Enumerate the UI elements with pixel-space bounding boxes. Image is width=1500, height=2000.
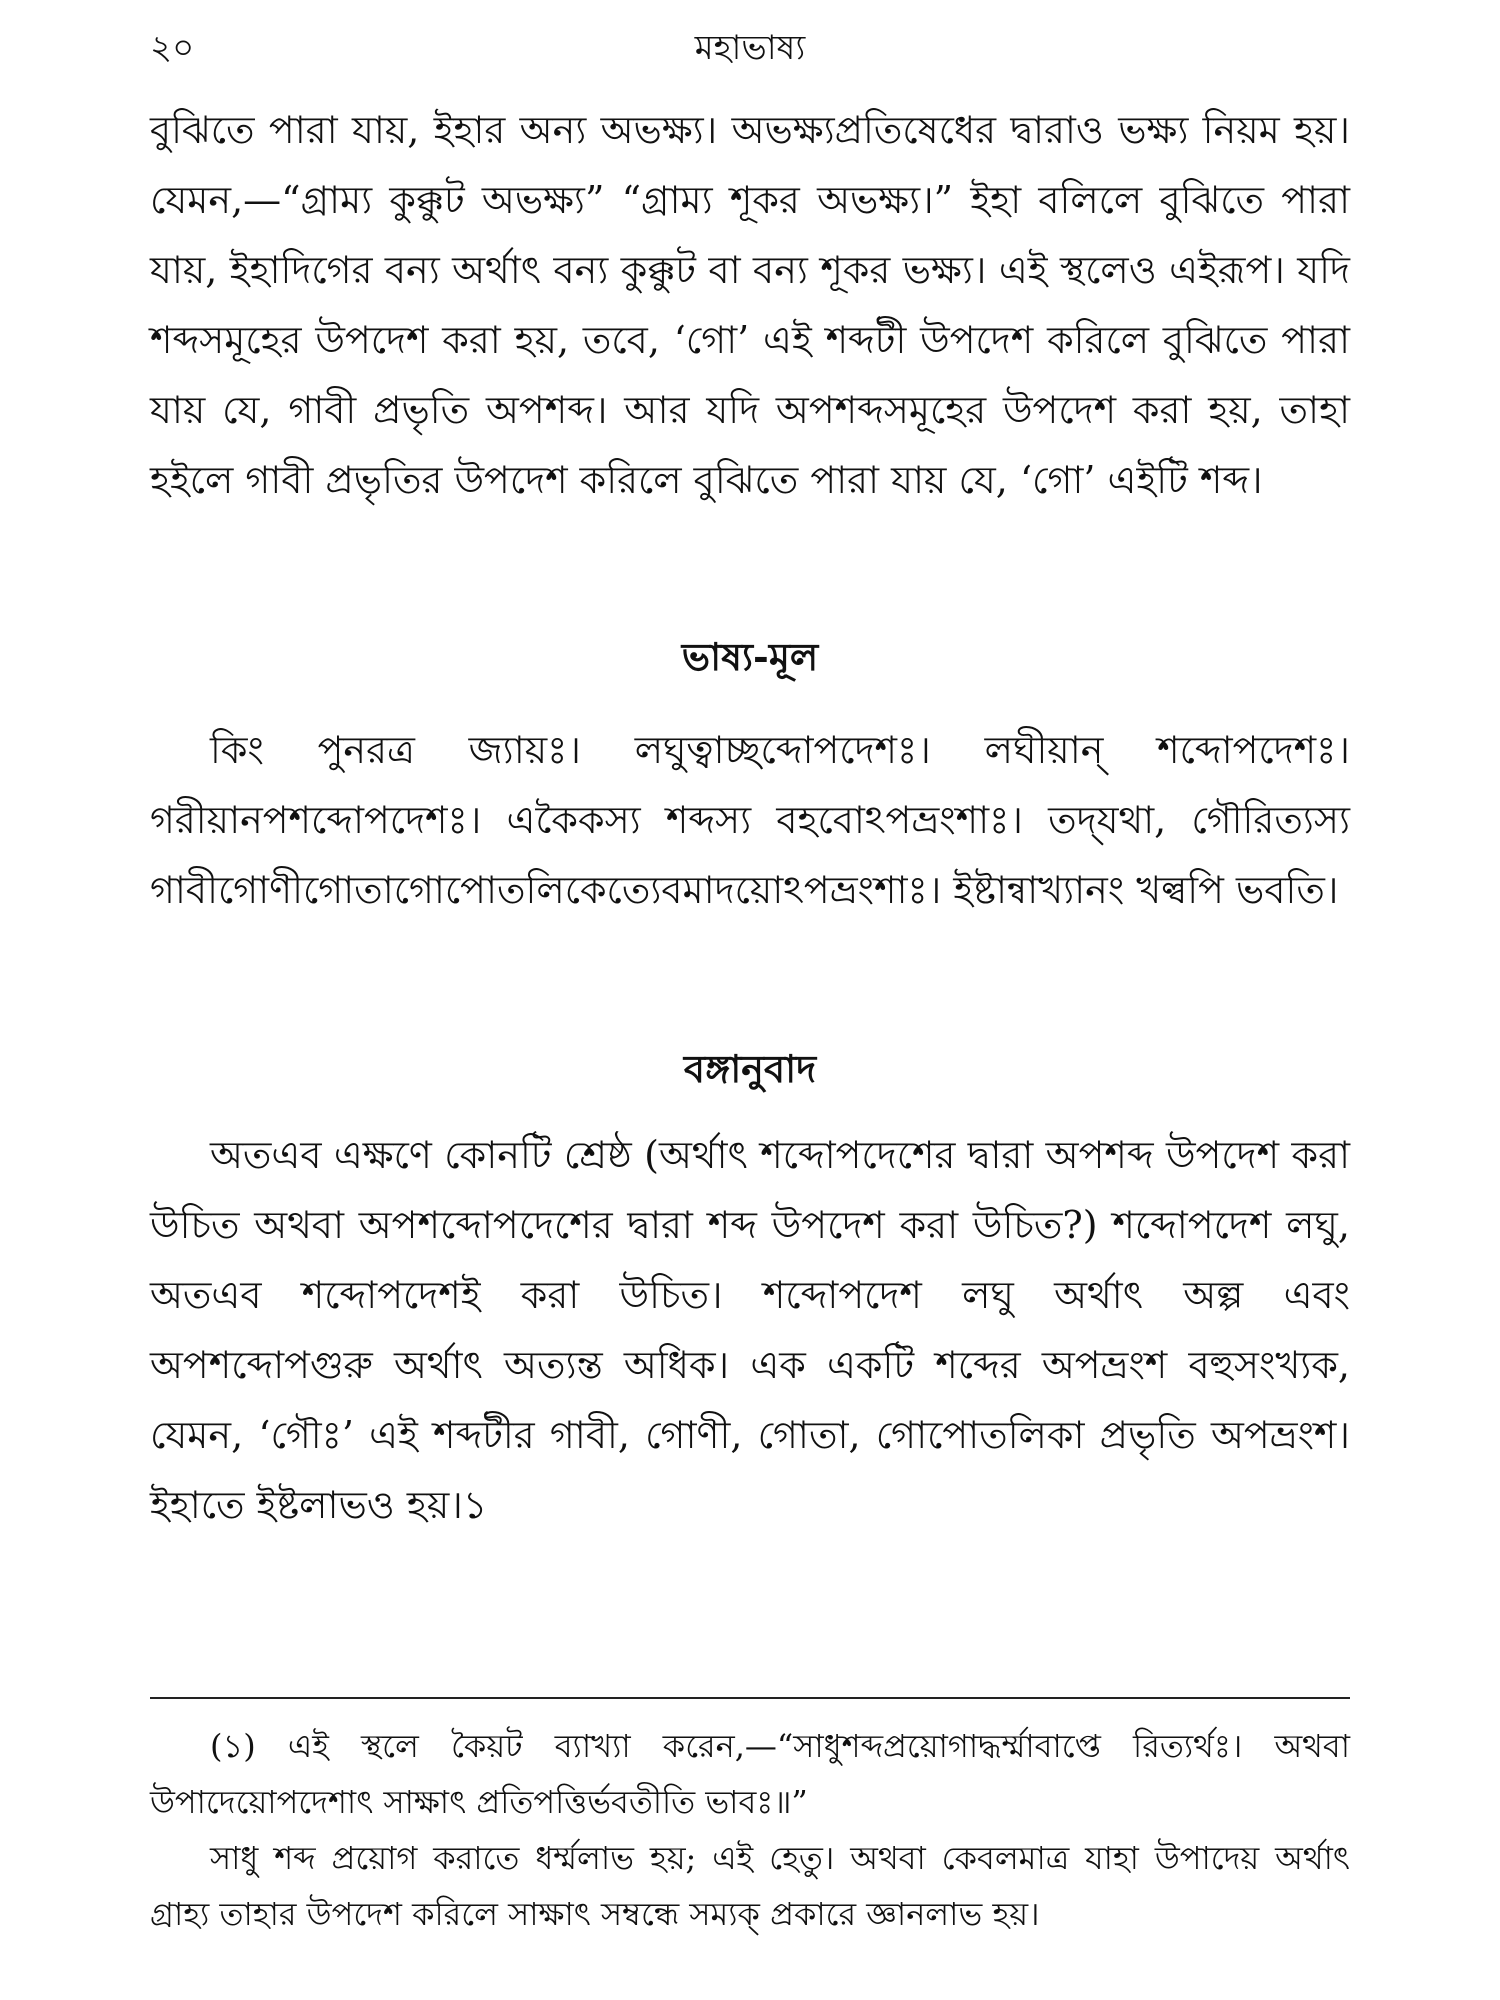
bhashya-mula-section [150,715,1350,925]
running-title: মহাভাষ্য [694,28,806,68]
bangla-anubad-heading: বঙ্গানুবাদ [683,1046,817,1091]
intro-section [150,95,1350,515]
running-head [150,22,1350,72]
intro-paragraph: বুঝিতে পারা যায়, ইহার অন্য অভক্ষ্য। অভক্ষ্যপ্রতিষেধের দ্বারাও ভক্ষ্য নিয়ম হয়। যেমন,—“গ্রাম্য কুক্কুট অভক্ষ্য” “গ্রাম্য শূকর অভক্ষ্য।” ইহা বলিলে বুঝিতে পারা যায়, ইহাদিগের বন্য অর্থাৎ বন্য কুক্কুট বা বন্য শূকর ভক্ষ্য। এই স্থলেও এইরূপ। যদি শব্দসমূহের উপদেশ করা হয়, তবে, ‘গো’ এই শব্দটী উপদেশ করিলে বুঝিতে পারা যায় যে, গাবী প্রভৃতি অপশব্দ। আর যদি অপশব্দসমূহের উপদেশ করা হয়, তাহা হইলে গাবী প্রভৃতির উপদেশ করিলে বুঝিতে পারা যায় যে, ‘গো’ এইটি শব্দ। [150,108,1350,502]
footnote-1: (১) এই স্থলে কৈয়ট ব্যাখ্যা করেন,—“সাধুশব্দপ্রয়োগাদ্ধর্ম্মাবাপ্তে রিত্যর্থঃ। অথবা উপাদেয়োপদেশাৎ সাক্ষাৎ প্রতিপত্তির্ভবতীতি ভাবঃ॥” [150,1727,1350,1821]
bangla-anubad-paragraph: অতএব এক্ষণে কোনটি শ্রেষ্ঠ (অর্থাৎ শব্দোপদেশের দ্বারা অপশব্দ উপদেশ করা উচিত অথবা অপশব্দোপদেশের দ্বারা শব্দ উপদেশ করা উচিত?) শব্দোপদেশ লঘু, অতএব শব্দোপদেশই করা উচিত। শব্দোপদেশ লঘু অর্থাৎ অল্প এবং অপশব্দোপগুরু অর্থাৎ অত্যন্ত অধিক। এক একটি শব্দের অপভ্রংশ বহুসংখ্যক, যেমন, ‘গৌঃ’ এই শব্দটীর গাবী, গোণী, গোতা, গোপোতলিকা প্রভৃতি অপভ্রংশ। ইহাতে ইষ্টলাভও হয়।১ [150,1133,1350,1527]
bhashya-mula-paragraph: কিং পুনরত্র জ্যায়ঃ। লঘুত্বাচ্ছব্দোপদেশঃ। লঘীয়ান্ শব্দোপদেশঃ। গরীয়ানপশব্দোপদেশঃ। একৈকস্য শব্দস্য বহবোঽপভ্রংশাঃ। তদ্‌যথা, গৌরিত্যস্য গাবীগোণীগোতাগোপোতলিকেত্যেবমাদয়োঽপভ্রংশাঃ। ইষ্টান্বাখ্যানং খল্বপি ভবতি। [150,728,1350,912]
footnotes-section [150,1718,1350,1942]
footnote-1-translation: সাধু শব্দ প্রয়োগ করাতে ধর্ম্মলাভ হয়; এই হেতু। অথবা কেবলমাত্র যাহা উপাদেয় অর্থাৎ গ্রাহ্য তাহার উপদেশ করিলে সাক্ষাৎ সম্বন্ধে সম্যক্ প্রকারে জ্ঞানলাভ হয়। [150,1839,1350,1933]
page-number: ২০ [150,28,195,68]
bhashya-mula-heading: ভাষ্য-মূল [681,634,819,679]
bangla-anubad-section [150,1120,1350,1540]
footnote-divider [150,1697,1350,1699]
